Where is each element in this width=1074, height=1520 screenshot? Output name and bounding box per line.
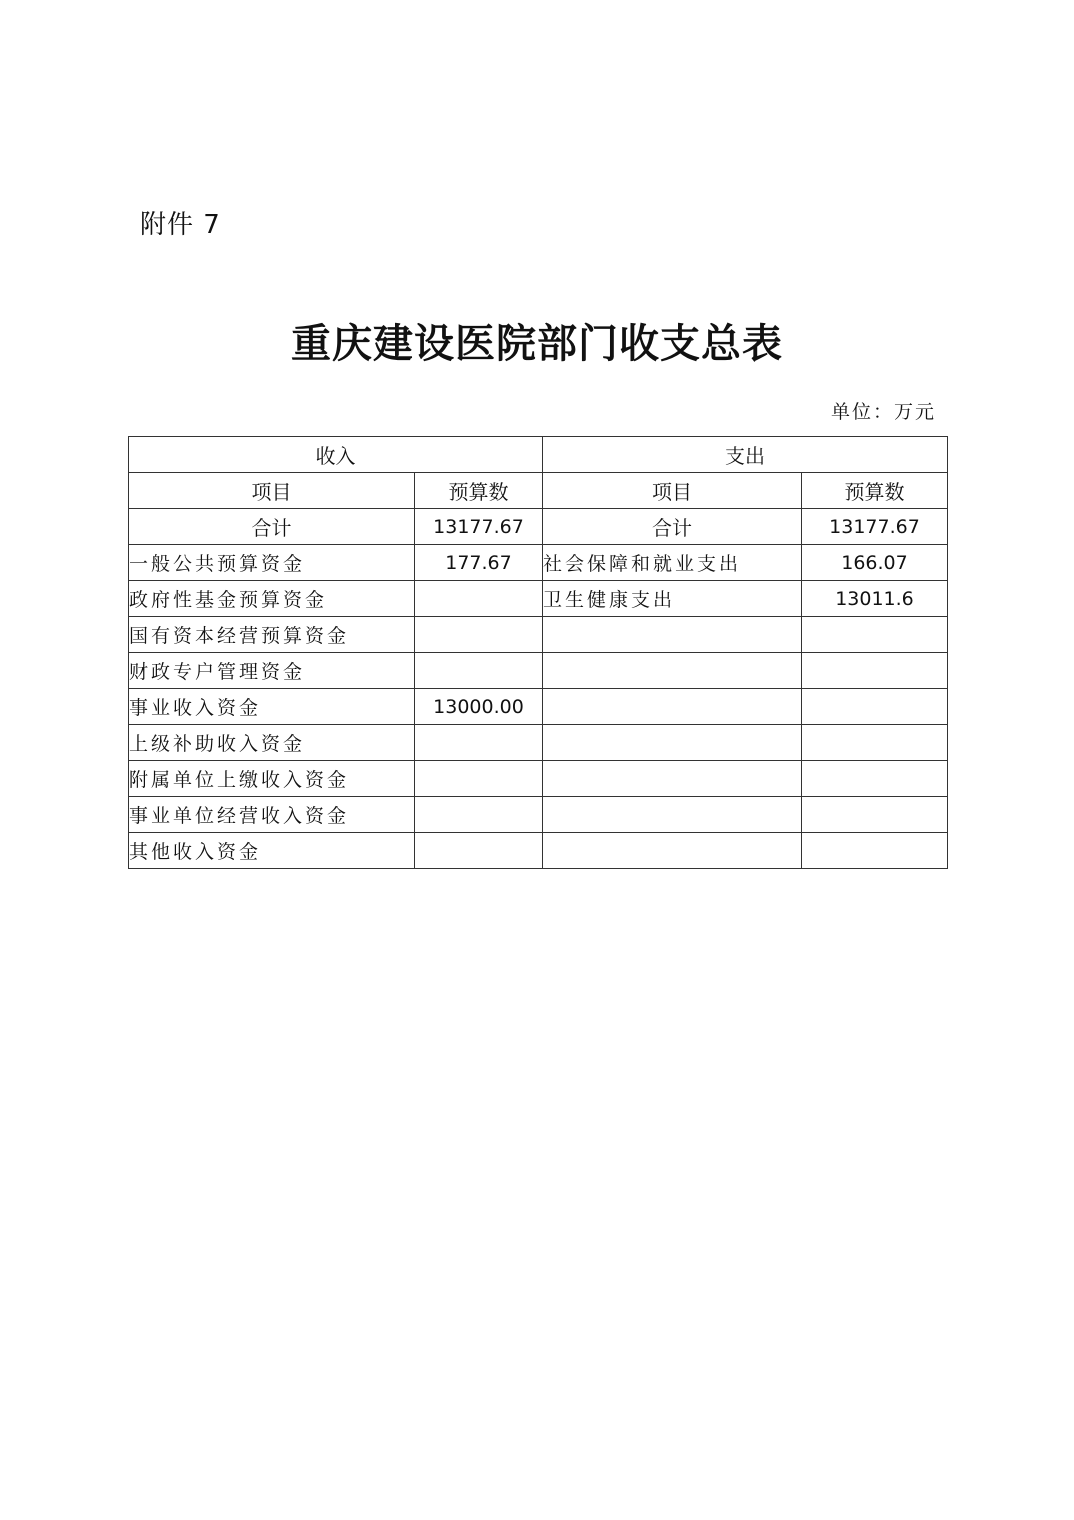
income-total-label: 合计 [129, 509, 415, 545]
expense-item: 社会保障和就业支出 [543, 545, 802, 581]
income-total-value: 13177.67 [415, 509, 543, 545]
table-row [129, 581, 948, 617]
table-row [129, 545, 948, 581]
expense-item [543, 797, 802, 833]
expense-value [802, 833, 948, 869]
income-value [415, 725, 543, 761]
section-header-row [129, 437, 948, 473]
table-row [129, 725, 948, 761]
expense-item [543, 617, 802, 653]
page-title: 重庆建设医院部门收支总表 [291, 320, 783, 367]
expense-total-label: 合计 [543, 509, 802, 545]
table-row [129, 833, 948, 869]
income-budget-header: 预算数 [415, 473, 543, 509]
income-item: 财政专户管理资金 [129, 653, 415, 689]
income-header: 收入 [129, 437, 543, 473]
income-value [415, 581, 543, 617]
expense-value [802, 617, 948, 653]
income-item: 国有资本经营预算资金 [129, 617, 415, 653]
income-value [415, 653, 543, 689]
income-item-header: 项目 [129, 473, 415, 509]
expense-value [802, 797, 948, 833]
expense-item [543, 833, 802, 869]
expense-value: 13011.6 [802, 581, 948, 617]
income-item: 附属单位上缴收入资金 [129, 761, 415, 797]
unit-label: 单位：万元 [830, 401, 936, 423]
total-row [129, 509, 948, 545]
expense-value: 166.07 [802, 545, 948, 581]
expense-header: 支出 [543, 437, 948, 473]
expense-budget-header: 预算数 [802, 473, 948, 509]
income-item: 事业收入资金 [129, 689, 415, 725]
expense-total-value: 13177.67 [802, 509, 948, 545]
expense-item-header: 项目 [543, 473, 802, 509]
expense-value [802, 761, 948, 797]
income-item: 一般公共预算资金 [129, 545, 415, 581]
income-item: 其他收入资金 [129, 833, 415, 869]
income-item: 政府性基金预算资金 [129, 581, 415, 617]
expense-value [802, 653, 948, 689]
income-value [415, 833, 543, 869]
income-value: 13000.00 [415, 689, 543, 725]
expense-item [543, 761, 802, 797]
column-header-row [129, 473, 948, 509]
table-row [129, 689, 948, 725]
table-row [129, 617, 948, 653]
income-value [415, 761, 543, 797]
income-item: 上级补助收入资金 [129, 725, 415, 761]
table-row [129, 761, 948, 797]
income-value [415, 617, 543, 653]
expense-value [802, 689, 948, 725]
income-item: 事业单位经营收入资金 [129, 797, 415, 833]
table-row [129, 797, 948, 833]
income-value [415, 797, 543, 833]
income-value: 177.67 [415, 545, 543, 581]
expense-item [543, 725, 802, 761]
expense-value [802, 725, 948, 761]
expense-item [543, 689, 802, 725]
expense-item: 卫生健康支出 [543, 581, 802, 617]
attachment-label: 附件 7 [140, 210, 221, 240]
table-row [129, 653, 948, 689]
budget-table [128, 436, 948, 869]
expense-item [543, 653, 802, 689]
